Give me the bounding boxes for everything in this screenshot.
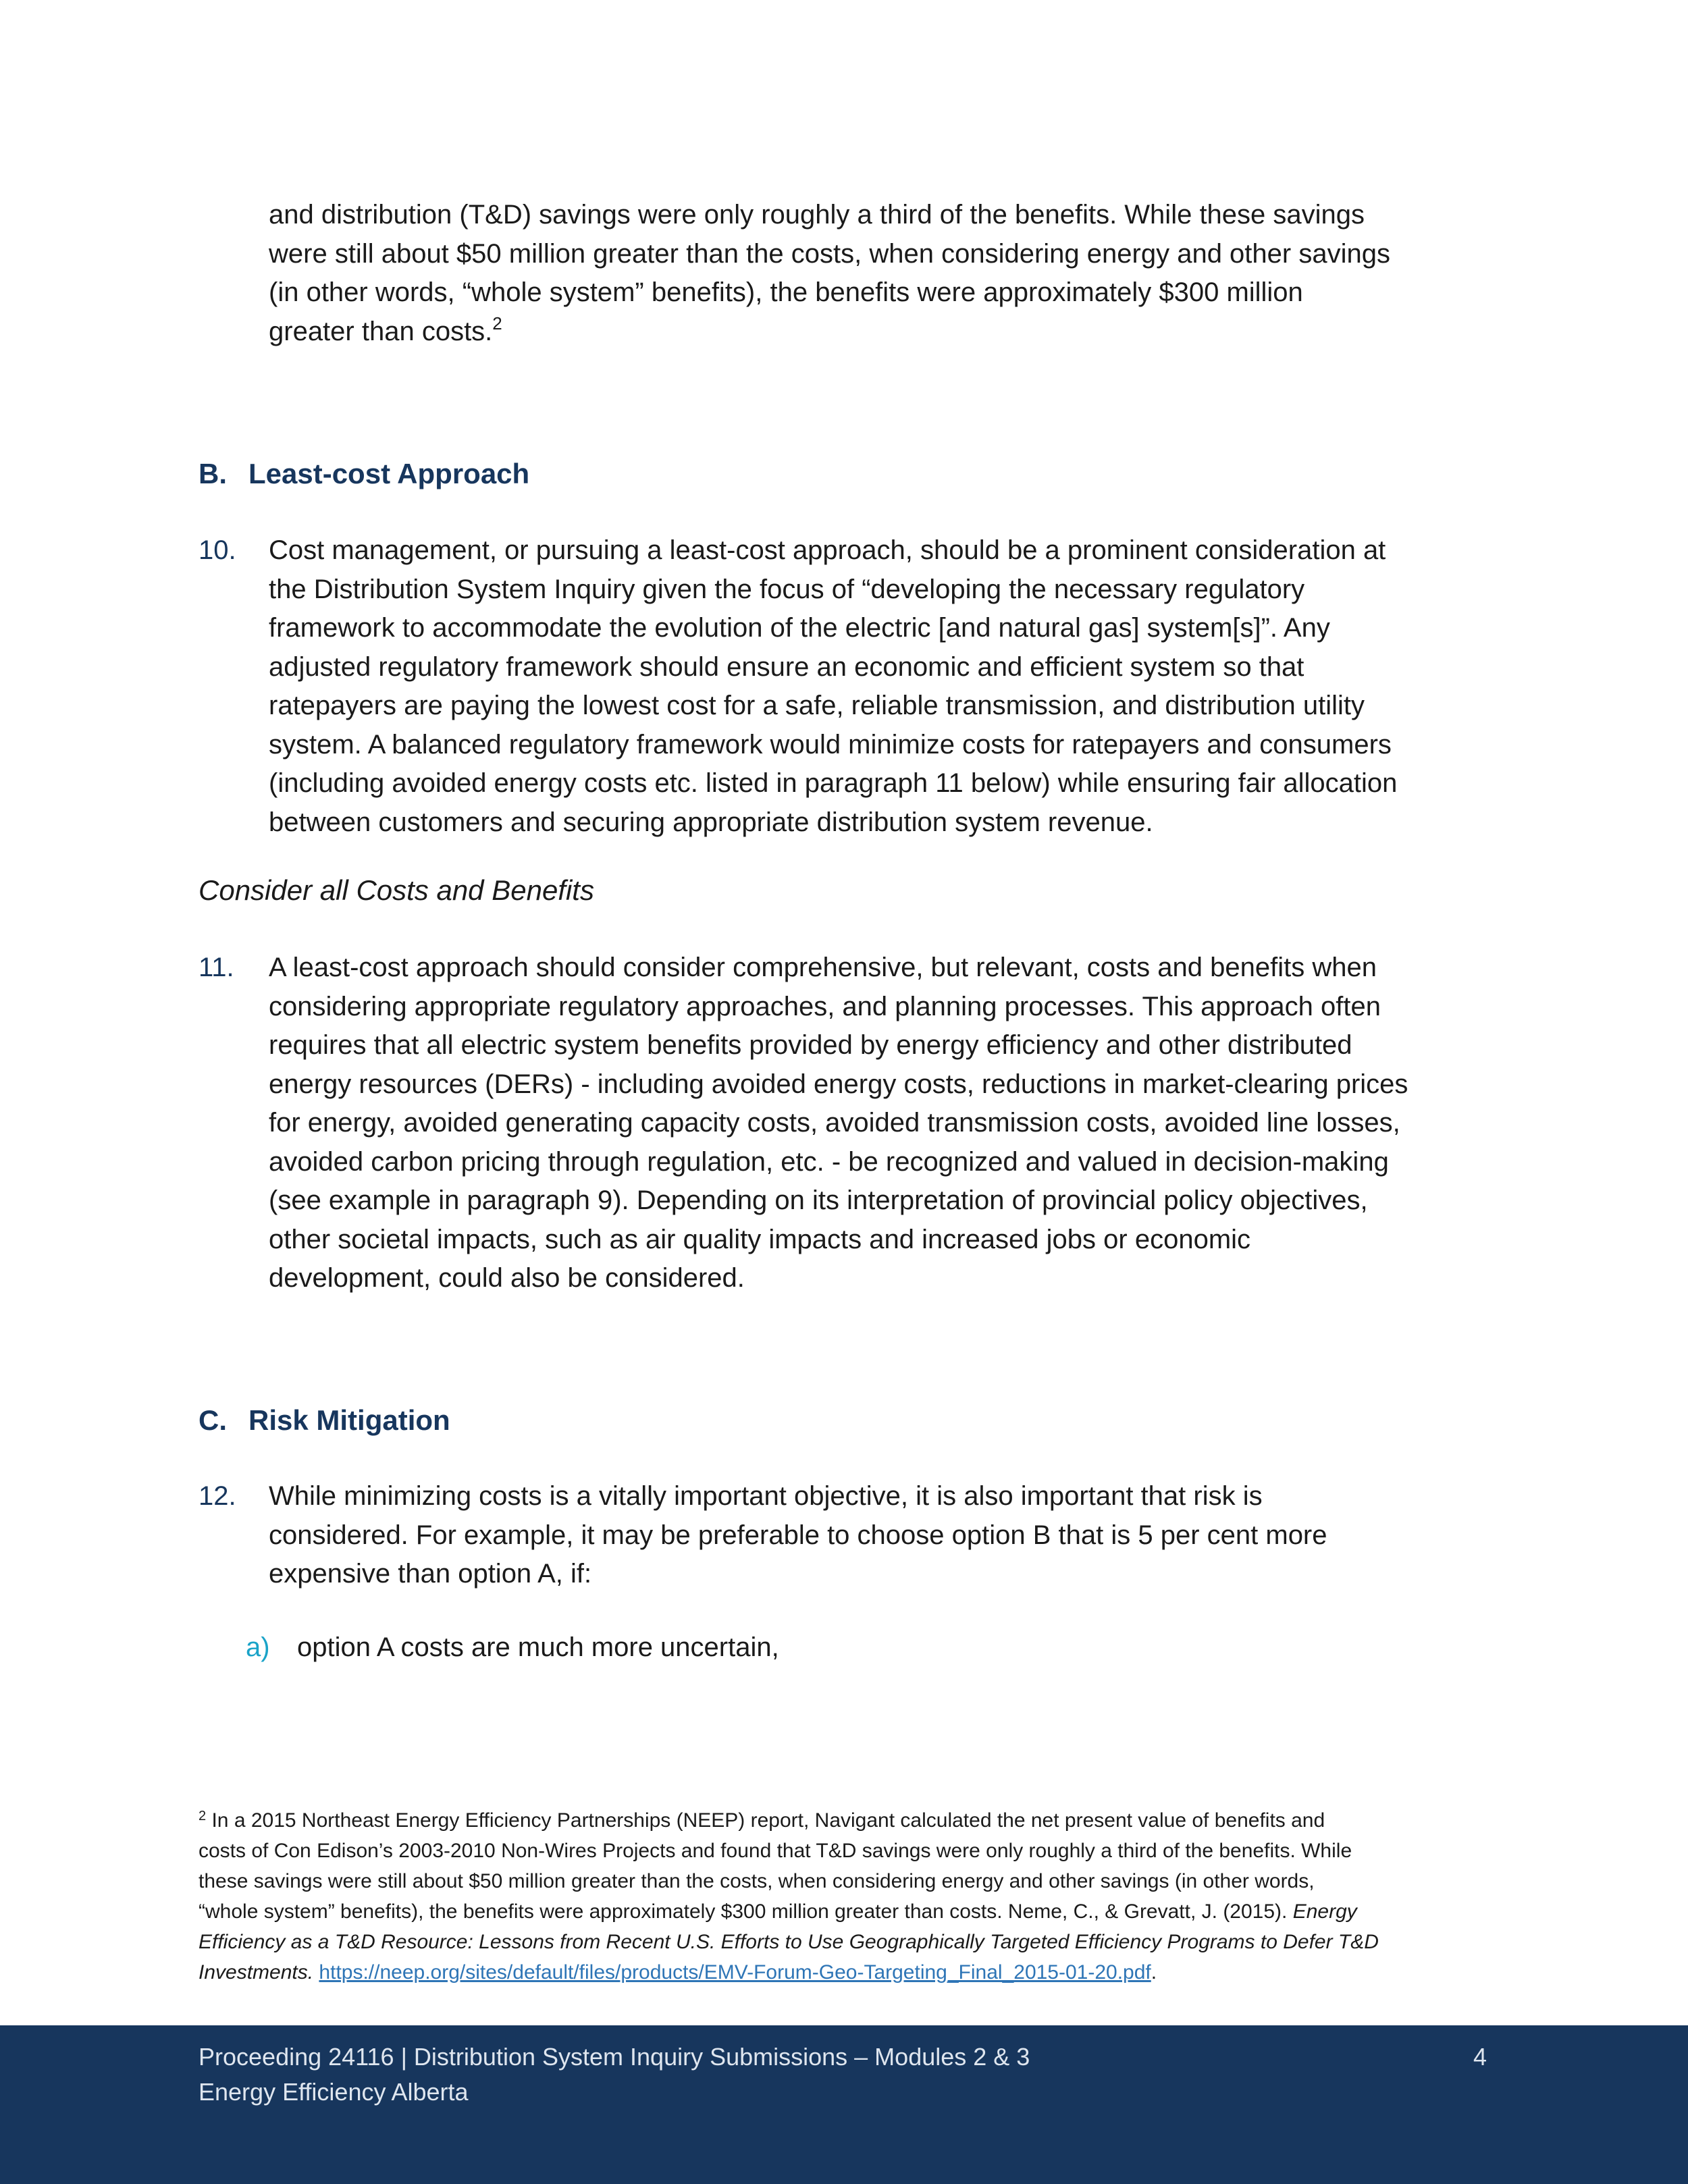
paragraph-line: ratepayers are paying the lowest cost for a safe, reliable transmission, and distribution utility xyxy=(269,691,1365,720)
paragraph-line: avoided carbon pricing through regulation, etc. - be recognized and valued in decision-making xyxy=(269,1146,1389,1177)
footnote xyxy=(199,1805,1508,1988)
paragraph-line: for energy, avoided generating capacity costs, avoided transmission costs, avoided line losses, xyxy=(269,1108,1400,1138)
paragraph-line: considered. For example, it may be preferable to choose option B that is 5 per cent more xyxy=(269,1520,1327,1550)
paragraph-number: 10. xyxy=(199,535,236,565)
footnote-reference[interactable]: 2 xyxy=(492,313,502,334)
footnote-line xyxy=(199,1927,1508,1957)
list-item-text: option A costs are much more uncertain, xyxy=(297,1632,779,1662)
footer-organization: Energy Efficiency Alberta xyxy=(199,2078,469,2106)
paragraph-line: energy resources (DERs) - including avoided energy costs, reductions in market-clearing prices xyxy=(269,1069,1408,1099)
intro-line: and distribution (T&D) savings were only roughly a third of the benefits. While these savings xyxy=(269,200,1365,230)
paragraph-number: 11. xyxy=(199,953,234,982)
footnote-link[interactable]: https://neep.org/sites/default/files/products/EMV-Forum-Geo-Targeting_Final_2015-01-20.pdf xyxy=(319,1961,1151,1983)
footnote-line: these savings were still about $50 million greater than the costs, when considering energy and other savings (in other words, xyxy=(199,1870,1315,1892)
footer-proceeding: Proceeding 24116 | Distribution System Inquiry Submissions – Modules 2 & 3 xyxy=(199,2043,1030,2071)
subheading: Consider all Costs and Benefits xyxy=(199,874,594,906)
section-title: Risk Mitigation xyxy=(248,1404,450,1436)
footnote-line xyxy=(199,1805,1508,1836)
section-letter: B. xyxy=(199,458,227,489)
footnote-citation-title: Efficiency as a T&D Resource: Lessons from Recent U.S. Efforts to Use Geographically Targeted Efficiency Programs to Defer T&D xyxy=(199,1931,1379,1953)
page-number: 4 xyxy=(1473,2043,1487,2071)
paragraph-line: development, could also be considered. xyxy=(269,1263,745,1293)
footnote-text: “whole system” benefits), the benefits were approximately $300 million greater than costs. Neme, C., & Grevatt, J. (2015). xyxy=(199,1900,1293,1923)
footnote-text: In a 2015 Northeast Energy Efficiency Partnerships (NEEP) report, Navigant calculated the net present value of benefits and xyxy=(211,1809,1325,1832)
footnote-line: costs of Con Edison’s 2003-2010 Non-Wires Projects and found that T&D savings were only roughly a third of the benefits. While xyxy=(199,1840,1352,1862)
footnote-marker: 2 xyxy=(199,1809,207,1823)
intro-line: were still about $50 million greater than the costs, when considering energy and other savings xyxy=(269,238,1390,269)
footnote-citation-title: Energy xyxy=(1292,1900,1357,1923)
footnote-line xyxy=(199,1896,1508,1927)
paragraph-line: (including avoided energy costs etc. listed in paragraph 11 below) while ensuring fair allocation xyxy=(269,768,1398,798)
paragraph-line: expensive than option A, if: xyxy=(269,1559,592,1589)
paragraph-line: While minimizing costs is a vitally important objective, it is also important that risk is xyxy=(269,1481,1263,1511)
paragraph-line: Cost management, or pursuing a least-cost approach, should be a prominent consideration at xyxy=(269,535,1386,565)
paragraph-12 xyxy=(269,1477,1484,1594)
paragraph-11 xyxy=(269,949,1484,1298)
paragraph-line: framework to accommodate the evolution of the electric [and natural gas] system[s]”. Any xyxy=(269,613,1330,643)
paragraph-line: A least-cost approach should consider comprehensive, but relevant, costs and benefits when xyxy=(269,953,1377,982)
paragraph-line: requires that all electric system benefits provided by energy efficiency and other distributed xyxy=(269,1030,1352,1060)
page-footer xyxy=(0,2025,1688,2184)
paragraph-10 xyxy=(269,531,1484,842)
paragraph-line: between customers and securing appropriate distribution system revenue. xyxy=(269,807,1153,837)
footnote-trailing: . xyxy=(1151,1961,1157,1983)
paragraph-line: the Distribution System Inquiry given the focus of “developing the necessary regulatory xyxy=(269,574,1305,604)
footnote-line xyxy=(199,1957,1508,1988)
paragraph-line: (see example in paragraph 9). Depending on its interpretation of provincial policy objectives, xyxy=(269,1186,1368,1215)
paragraph-line: considering appropriate regulatory approaches, and planning processes. This approach often xyxy=(269,991,1381,1021)
list-item-marker: a) xyxy=(246,1632,270,1662)
section-title: Least-cost Approach xyxy=(248,458,530,489)
paragraph-line: adjusted regulatory framework should ensure an economic and efficient system so that xyxy=(269,651,1304,682)
section-heading-c xyxy=(199,1404,450,1437)
paragraph-number: 12. xyxy=(199,1481,236,1511)
intro-line: (in other words, “whole system” benefits), the benefits were approximately $300 million xyxy=(269,277,1303,307)
section-letter: C. xyxy=(199,1404,227,1436)
paragraph-line: other societal impacts, such as air quality impacts and increased jobs or economic xyxy=(269,1224,1251,1254)
section-heading-b xyxy=(199,458,529,490)
intro-line-text: greater than costs. xyxy=(269,316,493,346)
intro-line xyxy=(269,313,1484,352)
intro-paragraph xyxy=(269,196,1484,351)
footnote-citation-title: Investments. xyxy=(199,1961,314,1983)
paragraph-line: system. A balanced regulatory framework would minimize costs for ratepayers and consumers xyxy=(269,729,1392,760)
